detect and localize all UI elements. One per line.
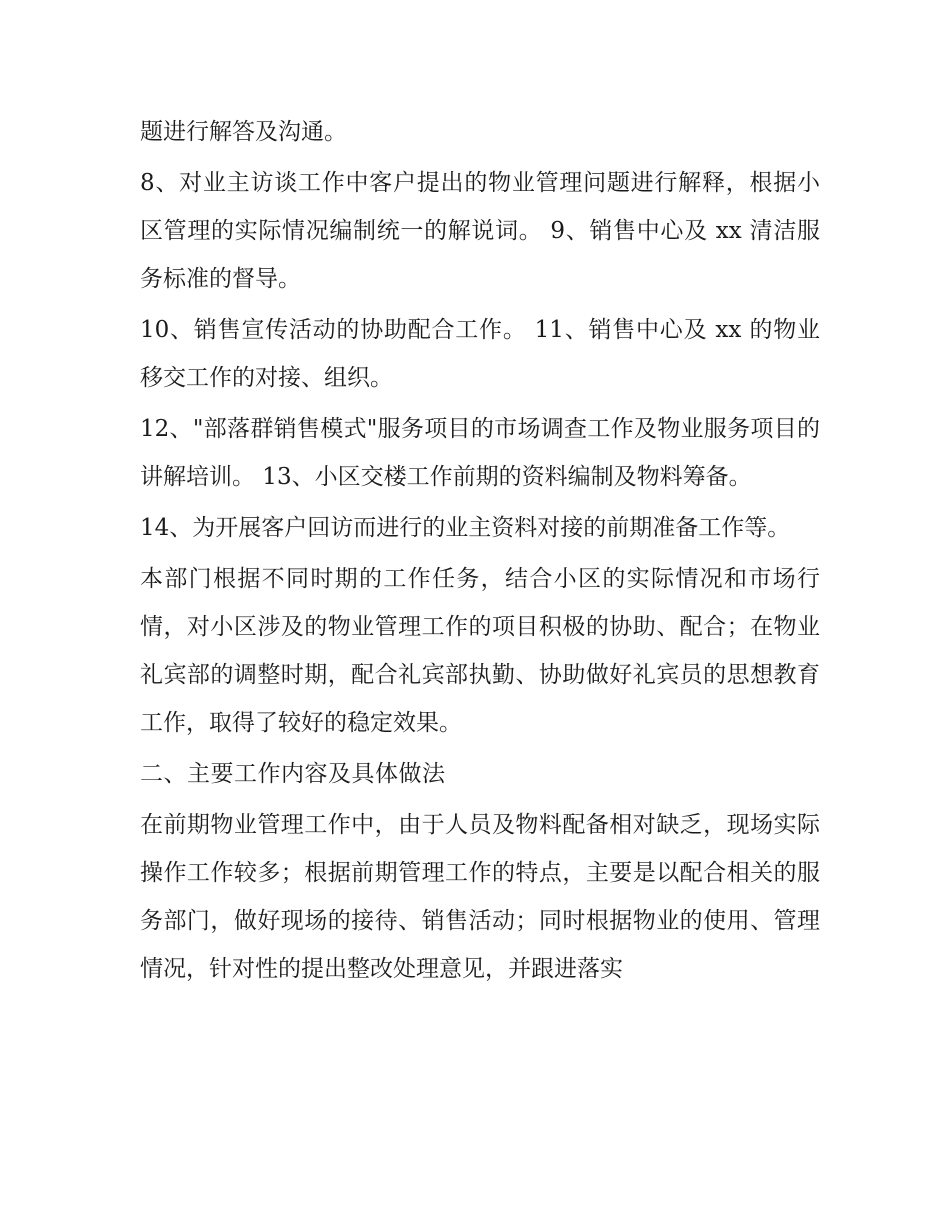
paragraph-item-14: 14、为开展客户回访而进行的业主资料对接的前期准备工作等。 (140, 515, 791, 541)
section-heading: 二、主要工作内容及具体做法 (140, 761, 446, 787)
paragraph-item-12-13: 12、"部落群销售模式"服务项目的市场调查工作及物业服务项目的讲解培训。 13、小区交楼工作前期的资料编制及物料筹备。 (140, 416, 820, 490)
paragraph-department-summary: 本部门根据不同时期的工作任务，结合小区的实际情况和市场行情，对小区涉及的物业管理工作的项目积极的协助、配合；在物业礼宾部的调整时期，配合礼宾部执勤、协助做好礼宾员的思想教育工作，取得了较好的稳定效果。 (140, 566, 820, 736)
paragraph-work-content: 在前期物业管理工作中，由于人员及物料配备相对缺乏，现场实际操作工作较多；根据前期管理工作的特点，主要是以配合相关的服务部门，做好现场的接待、销售活动；同时根据物业的使用、管理情况，针对性的提出整改处理意见，并跟进落实 (140, 812, 820, 982)
document-body (140, 108, 820, 996)
paragraph-item-10-11: 10、销售宣传活动的协助配合工作。 11、销售中心及 xx 的物业移交工作的对接、组织。 (140, 317, 820, 391)
paragraph-continuation: 题进行解答及沟通。 (140, 119, 347, 145)
paragraph-item-8-9: 8、对业主访谈工作中客户提出的物业管理问题进行解释，根据小区管理的实际情况编制统一的解说词。 9、销售中心及 xx 清洁服务标准的督导。 (140, 170, 820, 292)
